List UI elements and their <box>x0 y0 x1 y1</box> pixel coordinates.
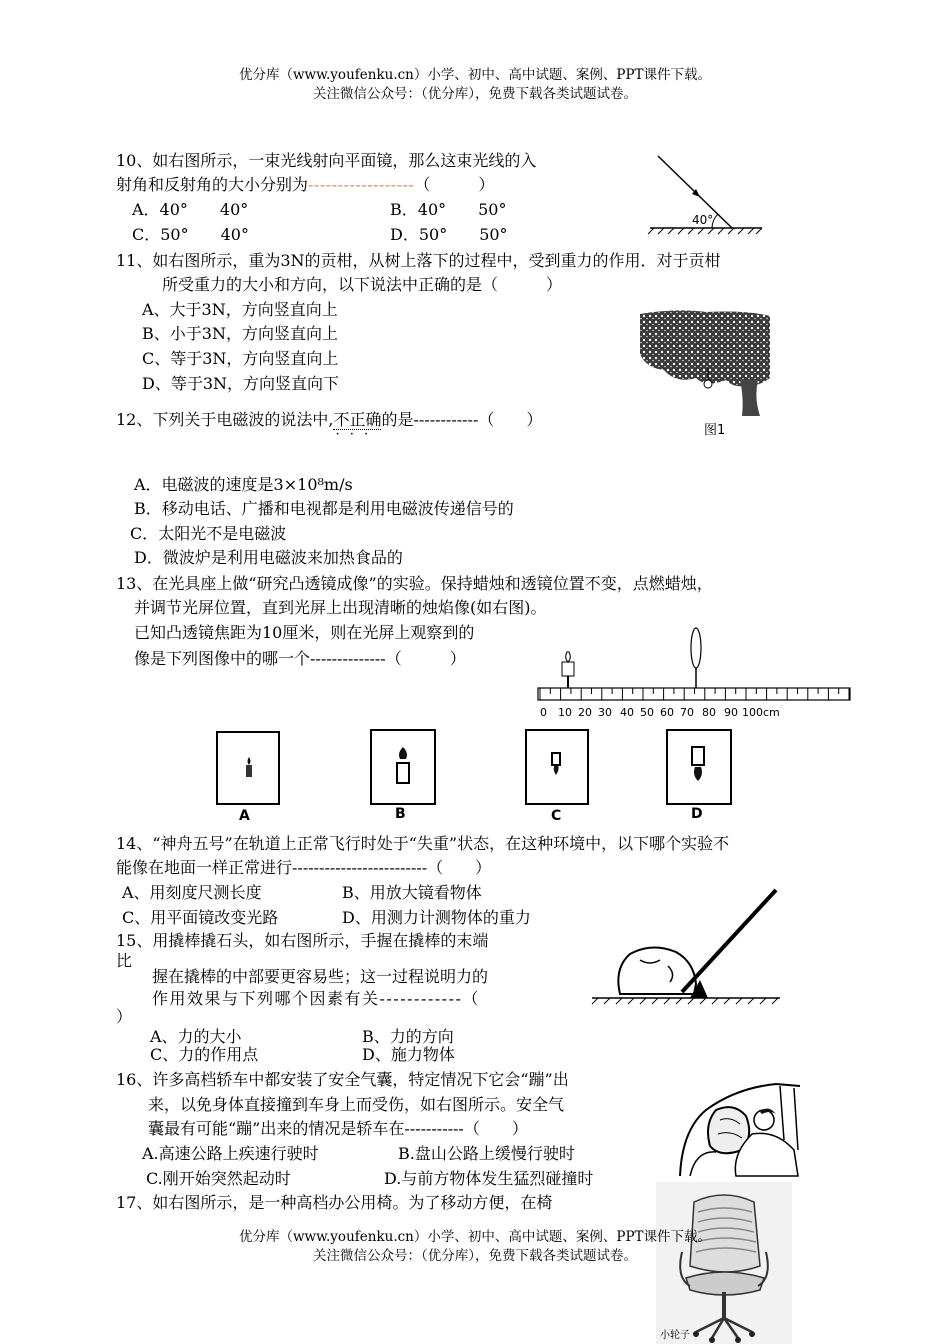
q15-stem-line1: 15、用撬棒撬石头，如右图所示，手握在撬棒的末端 <box>116 931 489 950</box>
ruler-labels <box>536 706 856 720</box>
q13-stem-line4: 像是下列图像中的哪一个--------------（ ） <box>134 649 466 668</box>
q12-option-c: C．太阳光不是电磁波 <box>130 524 287 543</box>
q12-emphasis: 不正确 · · · <box>333 410 381 430</box>
image-c <box>549 751 563 779</box>
q14-option-a: A、用刻度尺测长度 <box>122 883 262 902</box>
ruler-label: 30 <box>598 706 612 719</box>
ruler-label: 40 <box>620 706 634 719</box>
q11-option-d: D、等于3N，方向竖直向下 <box>142 374 340 393</box>
fruit <box>704 380 712 388</box>
q12-stem-pre: 12、下列关于电磁波的说法中, <box>116 410 334 429</box>
q15-stem-line3: 作用效果与下列哪个因素有关------------（ <box>152 989 480 1008</box>
q12-option-d: D．微波炉是利用电磁波来加热食品的 <box>134 548 403 567</box>
image-a <box>242 755 256 779</box>
chair-seat <box>686 1272 764 1295</box>
q16-stem-line3: 囊最有可能“蹦”出来的情况是轿车在-----------（ ） <box>148 1119 528 1138</box>
ruler-label: 50 <box>640 706 654 719</box>
q15-option-a: A、力的大小 <box>150 1027 242 1046</box>
image-d <box>689 745 707 785</box>
crowbar <box>682 890 776 992</box>
q14-option-d: D、用测力计测物体的重力 <box>342 908 531 927</box>
q17-stem-line1: 17、如右图所示，是一种高档办公用椅。为了移动方便，在椅 <box>116 1193 553 1212</box>
q13-stem-line3: 已知凸透镜焦距为10厘米，则在光屏上观察到的 <box>134 623 475 642</box>
tree-figure-label: 图1 <box>704 423 726 438</box>
page-footer-line1: 优分库（www.youfenku.cn）小学、初中、高中试题、案例、PPT课件下载。 <box>238 1229 712 1245</box>
option-c-screen <box>525 729 589 805</box>
ruler-label: 20 <box>578 706 592 719</box>
option-a-screen <box>216 731 280 805</box>
q16-stem-line1: 16、许多高档轿车中都安装了安全气囊，特定情况下它会“蹦”出 <box>116 1070 569 1089</box>
q15-stem-line2: 握在撬棒的中部要更容易些；这一过程说明力的 <box>152 967 489 986</box>
q12-stem <box>116 409 542 431</box>
q16-option-c: C.刚开始突然起动时 <box>146 1169 291 1188</box>
ruler-label: 60 <box>660 706 674 719</box>
option-d-screen <box>666 729 732 805</box>
q12-stem-post: 的是------------（ ） <box>381 410 543 429</box>
q12-option-b: B．移动电话、广播和电视都是利用电磁波传递信号的 <box>134 499 514 518</box>
q10-paren: （ ） <box>414 175 495 194</box>
q14-stem-line1: 14、“神舟五号”在轨道上正常飞行时处于“失重”状态，在这种环境中，以下哪个实验不 <box>116 834 730 853</box>
q16-option-b: B.盘山公路上缓慢行驶时 <box>398 1144 575 1163</box>
q12-option-a: A．电磁波的速度是3×10⁸m/s <box>134 475 353 494</box>
candle <box>562 662 574 676</box>
page-header-line1: 优分库（www.youfenku.cn）小学、初中、高中试题、案例、PPT课件下载。 <box>238 67 712 83</box>
wheel-label: 小轮子 <box>660 1330 690 1341</box>
ruler-label: 80 <box>702 706 716 719</box>
q13-stem-line1: 13、在光具座上做“研究凸透镜成像”的实验。保持蜡烛和透镜位置不变，点燃蜡烛， <box>116 574 713 593</box>
tree-figure <box>636 308 772 420</box>
q16-stem-line2: 来，以免身体直接撞到车身上而受伤，如右图所示。安全气 <box>148 1095 565 1114</box>
ruler-label: 10 <box>558 706 572 719</box>
q14-stem-line2: 能像在地面一样正常进行-------------------------（ ） <box>116 858 492 877</box>
q11-option-b: B、小于3N，方向竖直向上 <box>142 324 338 343</box>
q11-option-c: C、等于3N，方向竖直向上 <box>142 349 339 368</box>
ruler-label: 70 <box>680 706 694 719</box>
q11-stem-line1: 11、如右图所示，重为3N的贡柑，从树上落下的过程中，受到重力的作用．对于贡柑 <box>116 251 721 270</box>
option-d-label: D <box>691 806 703 822</box>
crowbar-figure <box>590 888 780 1006</box>
q15-option-b: B、力的方向 <box>362 1027 454 1046</box>
tree-canopy <box>640 310 770 386</box>
q14-option-c: C、用平面镜改变光路 <box>122 908 279 927</box>
q15-stem-line3b: ） <box>116 1007 133 1026</box>
q10-option-a: A．40° 40° <box>132 200 249 219</box>
airbag-figure <box>676 1080 804 1180</box>
q10-stem-line1: 10、如右图所示，一束光线射向平面镜，那么这束光线的入 <box>116 151 537 170</box>
ruler-label: 100cm <box>742 706 780 719</box>
q10-option-c: C．50° 40° <box>132 225 249 244</box>
q13-stem-line2: 并调节光屏位置，直到光屏上出现清晰的烛焰像(如右图)。 <box>134 598 547 617</box>
candle-flame <box>566 652 571 662</box>
image-b <box>394 745 412 785</box>
q10-stem-line2 <box>116 174 494 196</box>
q11-stem-line2: 所受重力的大小和方向，以下说法中正确的是（ ） <box>162 275 563 294</box>
q10-answer-blank: ------------------ <box>308 175 415 194</box>
optical-bench-figure <box>536 630 854 702</box>
page-footer-line2: 关注微信公众号：（优分库），免费下载各类试题试卷。 <box>313 1248 637 1264</box>
q11-option-a: A、大于3N，方向竖直向上 <box>142 300 338 319</box>
option-c-label: C <box>551 808 562 824</box>
q16-option-a: A.高速公路上疾速行驶时 <box>142 1144 319 1163</box>
q10-option-b: B．40° 50° <box>390 200 507 219</box>
ruler-label: 0 <box>540 706 547 719</box>
convex-lens <box>691 628 701 668</box>
q15-option-d: D、施力物体 <box>362 1045 455 1064</box>
page-header-line2: 关注微信公众号：（优分库），免费下载各类试题试卷。 <box>313 86 637 102</box>
option-a-label: A <box>239 808 250 824</box>
angle-label: 40° <box>692 213 714 227</box>
mirror-ray-figure <box>640 150 770 235</box>
option-b-label: B <box>395 806 406 822</box>
q15-stem-line1b: 比 <box>116 951 133 970</box>
q10-option-d: D．50° 50° <box>390 225 508 244</box>
q10-stem-text: 射角和反射角的大小分别为 <box>116 175 309 194</box>
option-b-screen <box>370 729 436 805</box>
ruler-label: 90 <box>724 706 738 719</box>
tree-trunk <box>740 380 760 416</box>
q16-option-d: D.与前方物体发生猛烈碰撞时 <box>384 1169 594 1188</box>
q15-option-c: C、力的作用点 <box>150 1045 259 1064</box>
q14-option-b: B、用放大镜看物体 <box>342 883 482 902</box>
